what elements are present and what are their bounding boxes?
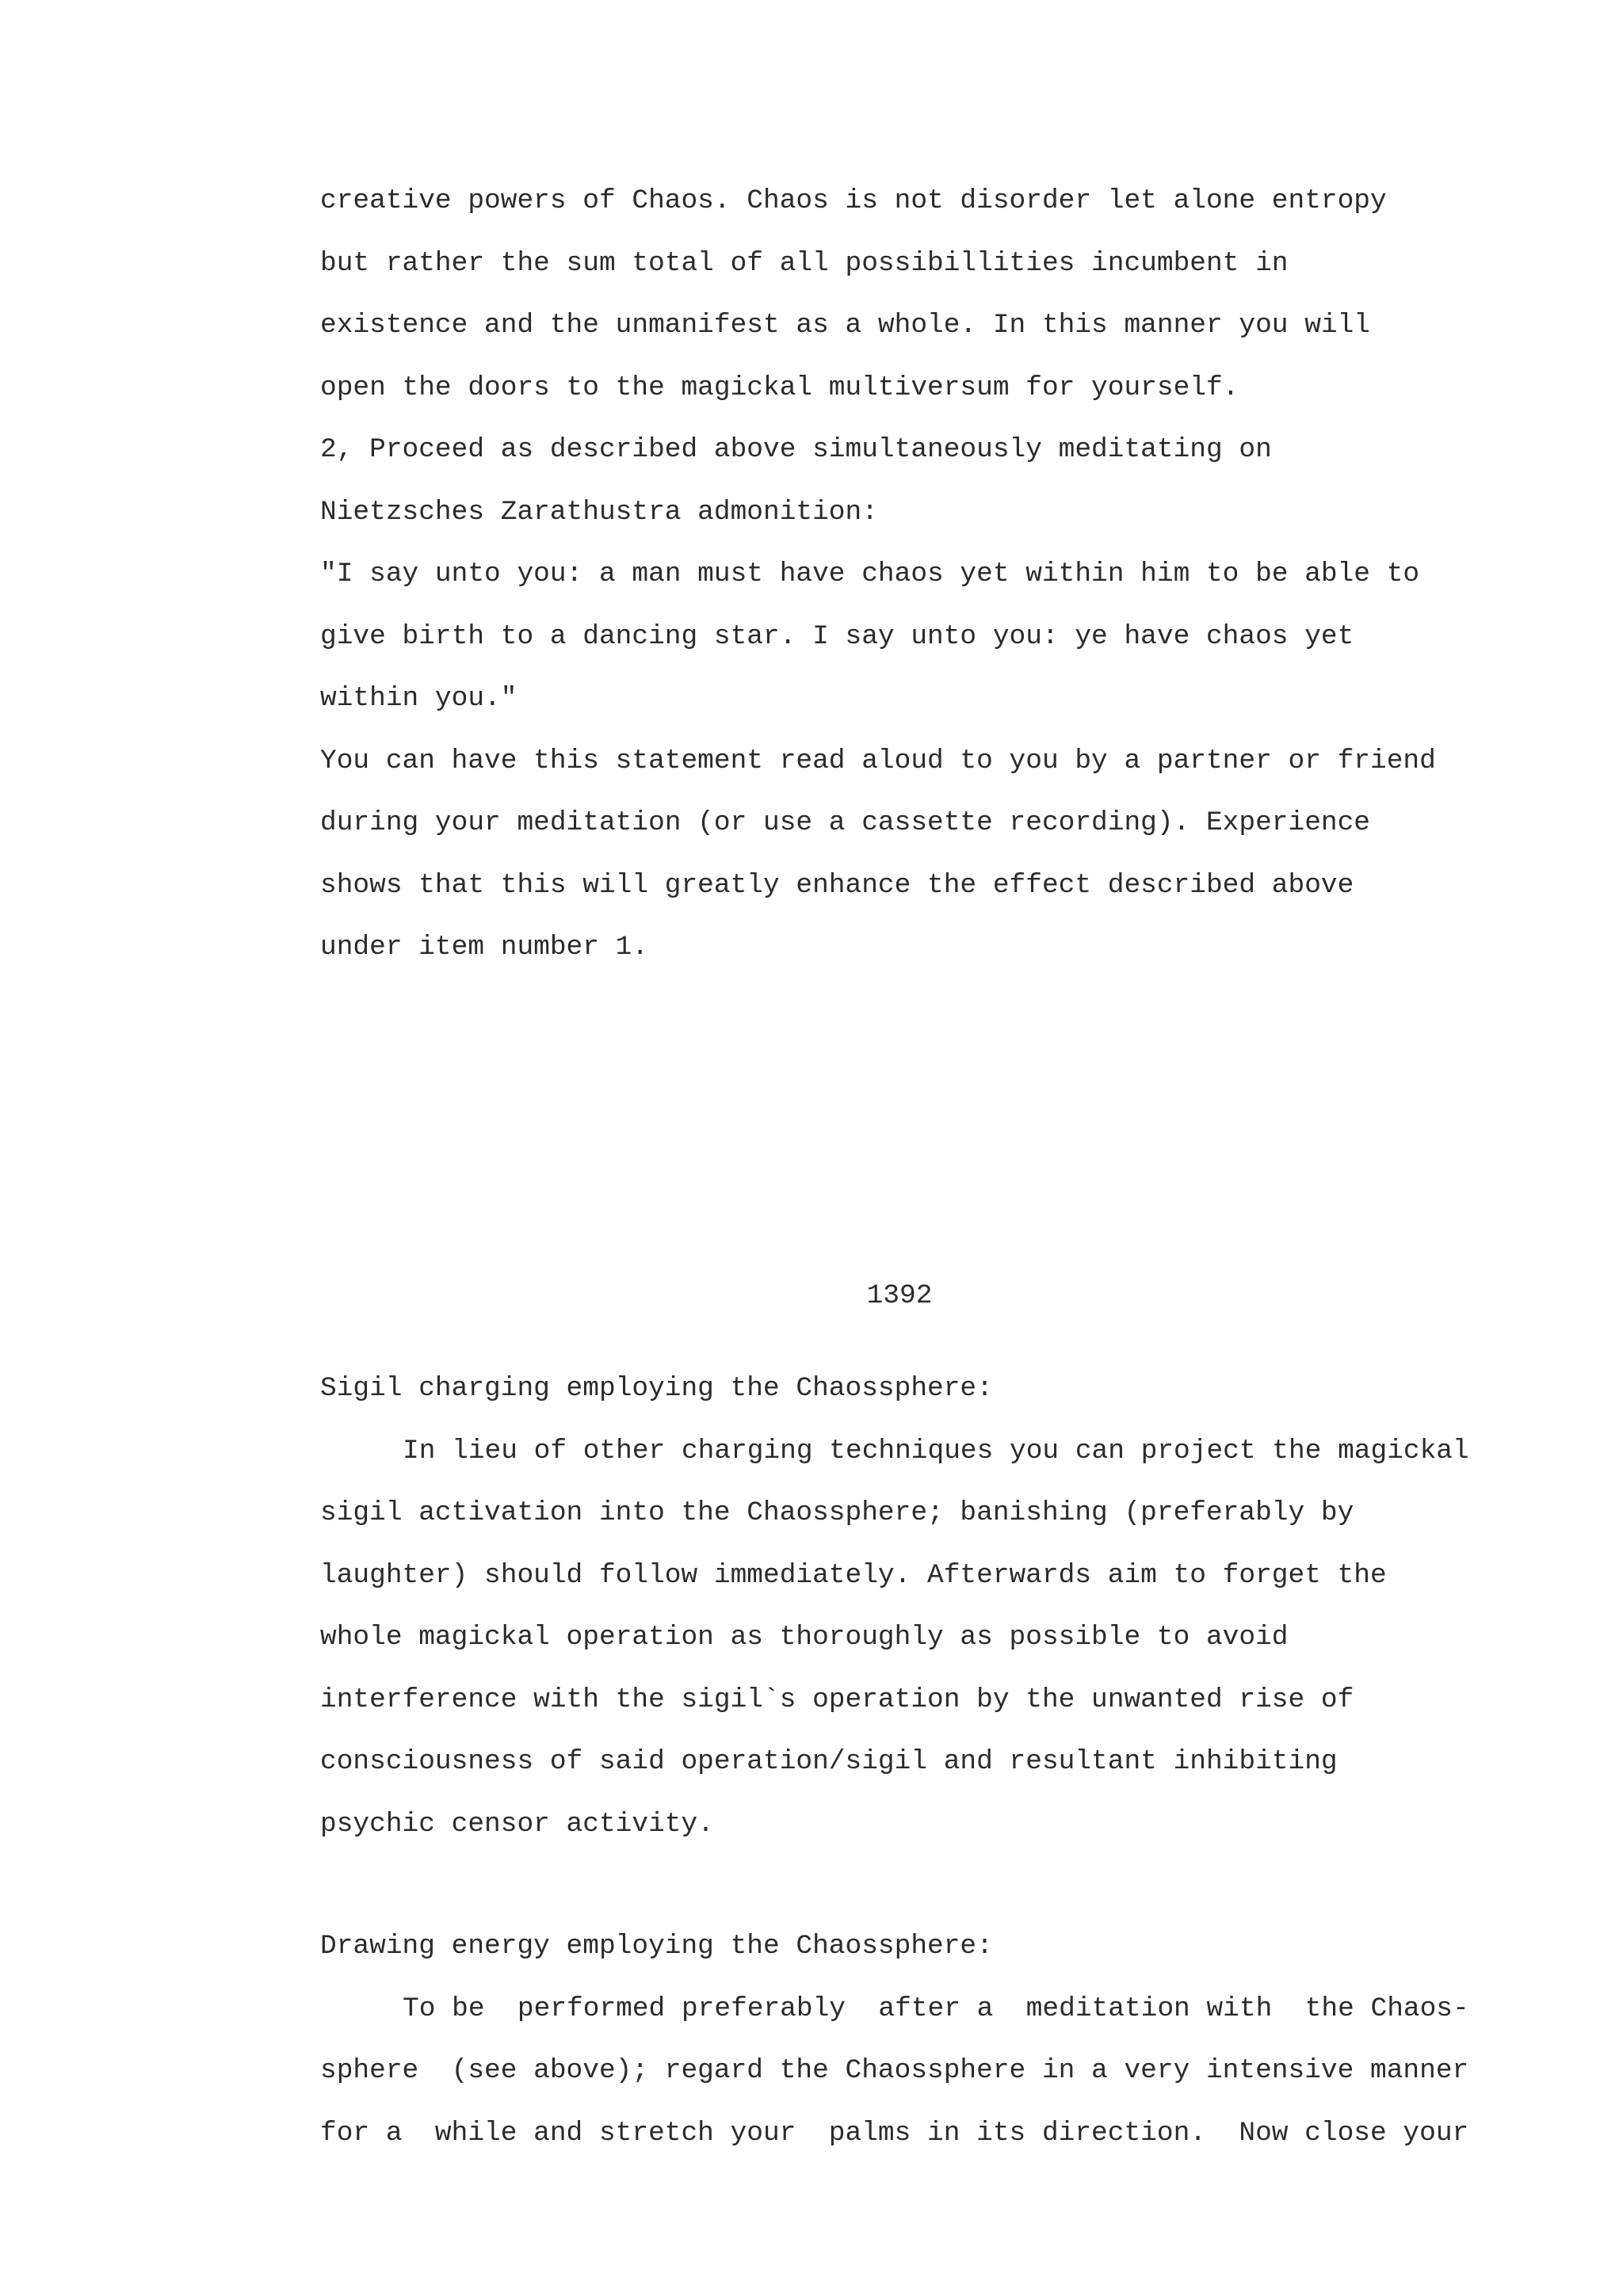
text-line: interference with the sigil`s operation by the unwanted rise of xyxy=(320,1684,1354,1715)
top-text-block xyxy=(320,170,1509,979)
section-heading: Sigil charging employing the Chaossphere: xyxy=(320,1373,993,1404)
text-line: under item number 1. xyxy=(320,932,649,963)
paragraph-first-line: To be performed preferably after a meditation with the Chaos- xyxy=(403,1993,1469,2024)
page-number: 1392 xyxy=(866,1280,933,1311)
text-line: whole magickal operation as thoroughly as possible to avoid xyxy=(320,1622,1289,1653)
energy-section xyxy=(320,1916,1509,2164)
text-line: sigil activation into the Chaossphere; banishing (preferably by xyxy=(320,1497,1354,1528)
paragraph-first-line: In lieu of other charging techniques you can project the magickal xyxy=(403,1435,1469,1466)
text-line: You can have this statement read aloud to you by a partner or friend xyxy=(320,745,1436,776)
sigil-section xyxy=(320,1358,1509,1855)
text-line: Nietzsches Zarathustra admonition: xyxy=(320,496,878,528)
text-line: shows that this will greatly enhance the effect described above xyxy=(320,869,1354,901)
text-line: open the doors to the magickal multiversum for yourself. xyxy=(320,372,1239,403)
quote-line: give birth to a dancing star. I say unto you: ye have chaos yet xyxy=(320,620,1354,652)
text-line: psychic censor activity. xyxy=(320,1808,714,1840)
quote-line: "I say unto you: a man must have chaos yet within him to be able to xyxy=(320,559,1420,589)
numbered-item-line: 2, Proceed as described above simultaneously meditating on xyxy=(320,434,1272,465)
text-line: during your meditation (or use a cassette recording). Experience xyxy=(320,807,1371,838)
quote-line: within you." xyxy=(320,683,517,714)
text-line: creative powers of Chaos. Chaos is not disorder let alone entropy xyxy=(320,185,1387,216)
text-line: but rather the sum total of all possibillities incumbent in xyxy=(320,247,1289,279)
text-line: existence and the unmanifest as a whole. In this manner you will xyxy=(320,310,1371,341)
section-heading: Drawing energy employing the Chaossphere: xyxy=(320,1931,993,1962)
text-line: sphere (see above); regard the Chaossphere in a very intensive manner xyxy=(320,2055,1469,2086)
text-line: for a while and stretch your palms in its direction. Now close your xyxy=(320,2117,1469,2149)
text-line: laughter) should follow immediately. Afterwards aim to forget the xyxy=(320,1559,1387,1591)
text-line: consciousness of said operation/sigil and resultant inhibiting xyxy=(320,1746,1338,1777)
